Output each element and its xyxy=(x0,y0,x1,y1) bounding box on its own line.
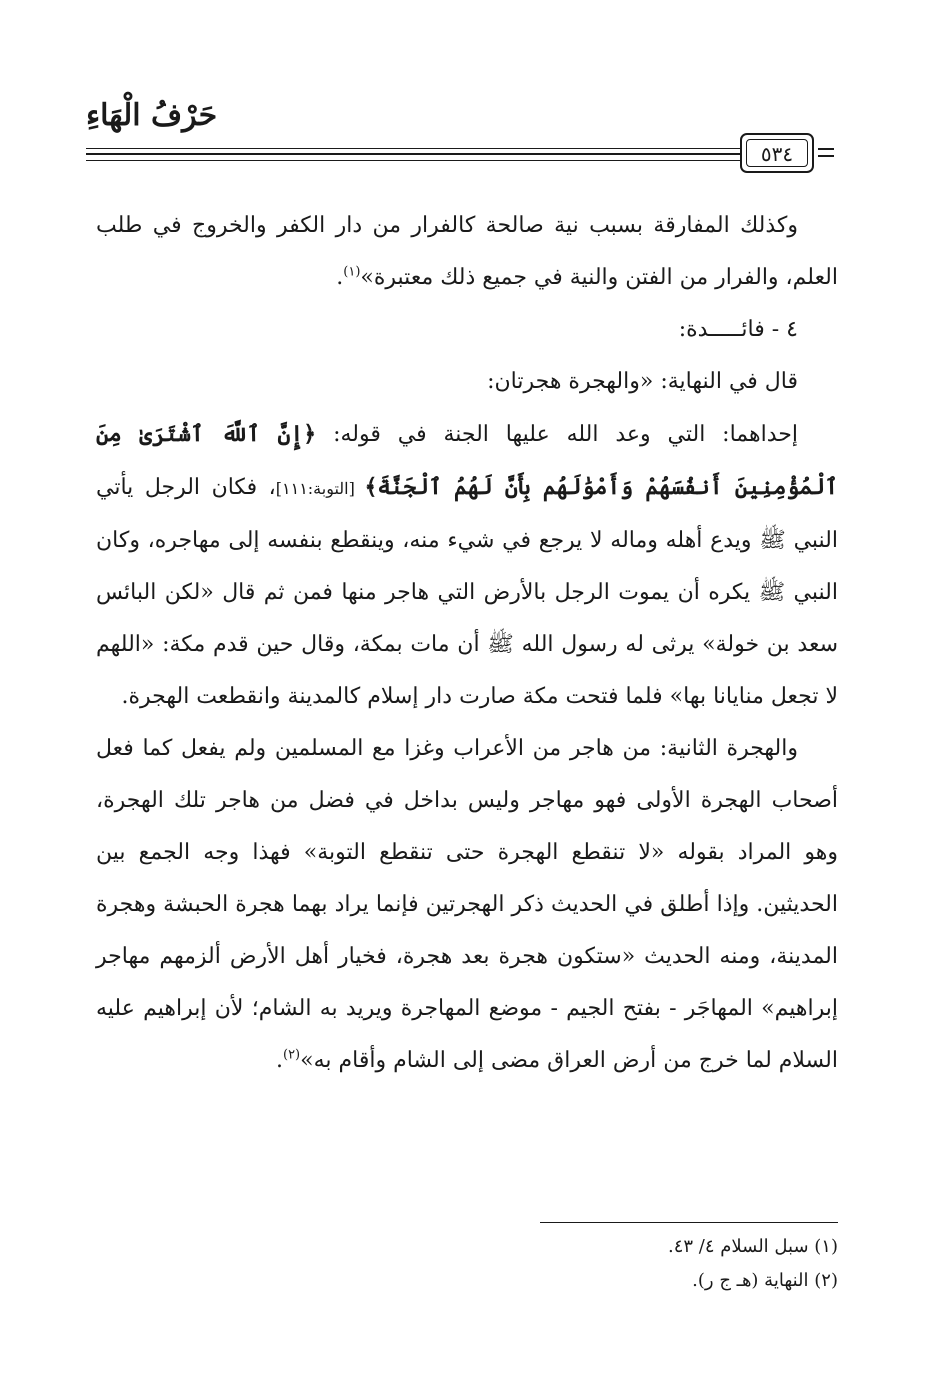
paragraph xyxy=(96,408,838,723)
header-rule xyxy=(86,148,746,149)
header-ornament xyxy=(818,139,834,167)
page-title: حَرْفُ الْهَاءِ xyxy=(86,98,218,133)
paragraph xyxy=(96,723,838,1087)
paragraph xyxy=(96,200,838,304)
footnotes xyxy=(500,1230,838,1298)
footnote-ref: (١) xyxy=(343,264,361,280)
verse-citation: [التوبة:١١١] xyxy=(275,479,365,498)
page-number: ٥٣٤ xyxy=(760,142,794,166)
footnote-divider xyxy=(540,1222,838,1223)
paragraph-text: والهجرة الثانية: من هاجر من الأعراب وغزا مع المسلمين ولم يفعل كما فعل أصحاب الهجرة الأولى فهو مهاجر وليس بداخل في فضل من هاجر تلك الهجرة، وهو المراد بقوله «لا تنقطع الهجرة حتى تنقطع التوبة» فهذا وجه الجمع بين الحديثين. وإذا أطلق في الحديث ذكر الهجرتين فإنما يراد بهما هجرة الحبشة وهجرة المدينة، ومنه الحديث «ستكون هجرة بعد هجرة، فخيار أهل الأرض ألزمهم مهاجر إبراهيم» المهاجَر - بفتح الجيم - موضع المهاجرة ويريد به الشام؛ لأن إبراهيم عليه السلام لما خرج من أرض العراق مضى إلى الشام وأقام به» xyxy=(96,736,838,1073)
header-rule xyxy=(86,153,746,155)
paragraph-text: إحداهما: التي وعد الله عليها الجنة في قوله: xyxy=(316,422,798,447)
footnote-ref: (٢) xyxy=(282,1047,301,1063)
page-number-frame xyxy=(740,133,814,173)
punctuation: . xyxy=(275,1048,283,1073)
footnote: (١) سبل السلام ٤/ ٤٣. xyxy=(667,1236,838,1257)
header-rule xyxy=(86,160,746,161)
section-heading: ٤ - فائـــــدة: xyxy=(678,317,798,342)
paragraph: قال في النهاية: «والهجرة هجرتان: xyxy=(487,369,798,394)
paragraph-text: ، فكان الرجل يأتي النبي ﷺ ويدع أهله وماله لا يرجع في شيء منه، وينقطع بنفسه إلى مهاجره، وكان النبي ﷺ يكره أن يموت الرجل بالأرض التي هاجر منها فمن ثم قال «لكن البائس سعد بن خولة» يرثى له رسول الله ﷺ أن مات بمكة، وقال حين قدم مكة: «اللهم لا تجعل منايانا بها» فلما فتحت مكة صارت دار إسلام كالمدينة وانقطعت الهجرة. xyxy=(96,475,838,709)
punctuation: . xyxy=(336,265,344,290)
paragraph-text: وكذلك المفارقة بسبب نية صالحة كالفرار من دار الكفر والخروج في طلب العلم، والفرار من الفتن والنية في جميع ذلك معتبرة» xyxy=(96,213,838,290)
footnote: (٢) النهاية (هـ ج ر). xyxy=(692,1270,838,1291)
main-text xyxy=(96,200,838,1087)
quran-verse: ﴿إِنَّ ٱللَّهَ ٱشْتَرَىٰ مِنَ ٱلْمُؤْمِنِينَ أَنفُسَهُمْ وَأَمْوَٰلَهُم بِأَنَّ لَهُمُ ٱلْجَنَّةَ﴾ xyxy=(96,421,839,500)
